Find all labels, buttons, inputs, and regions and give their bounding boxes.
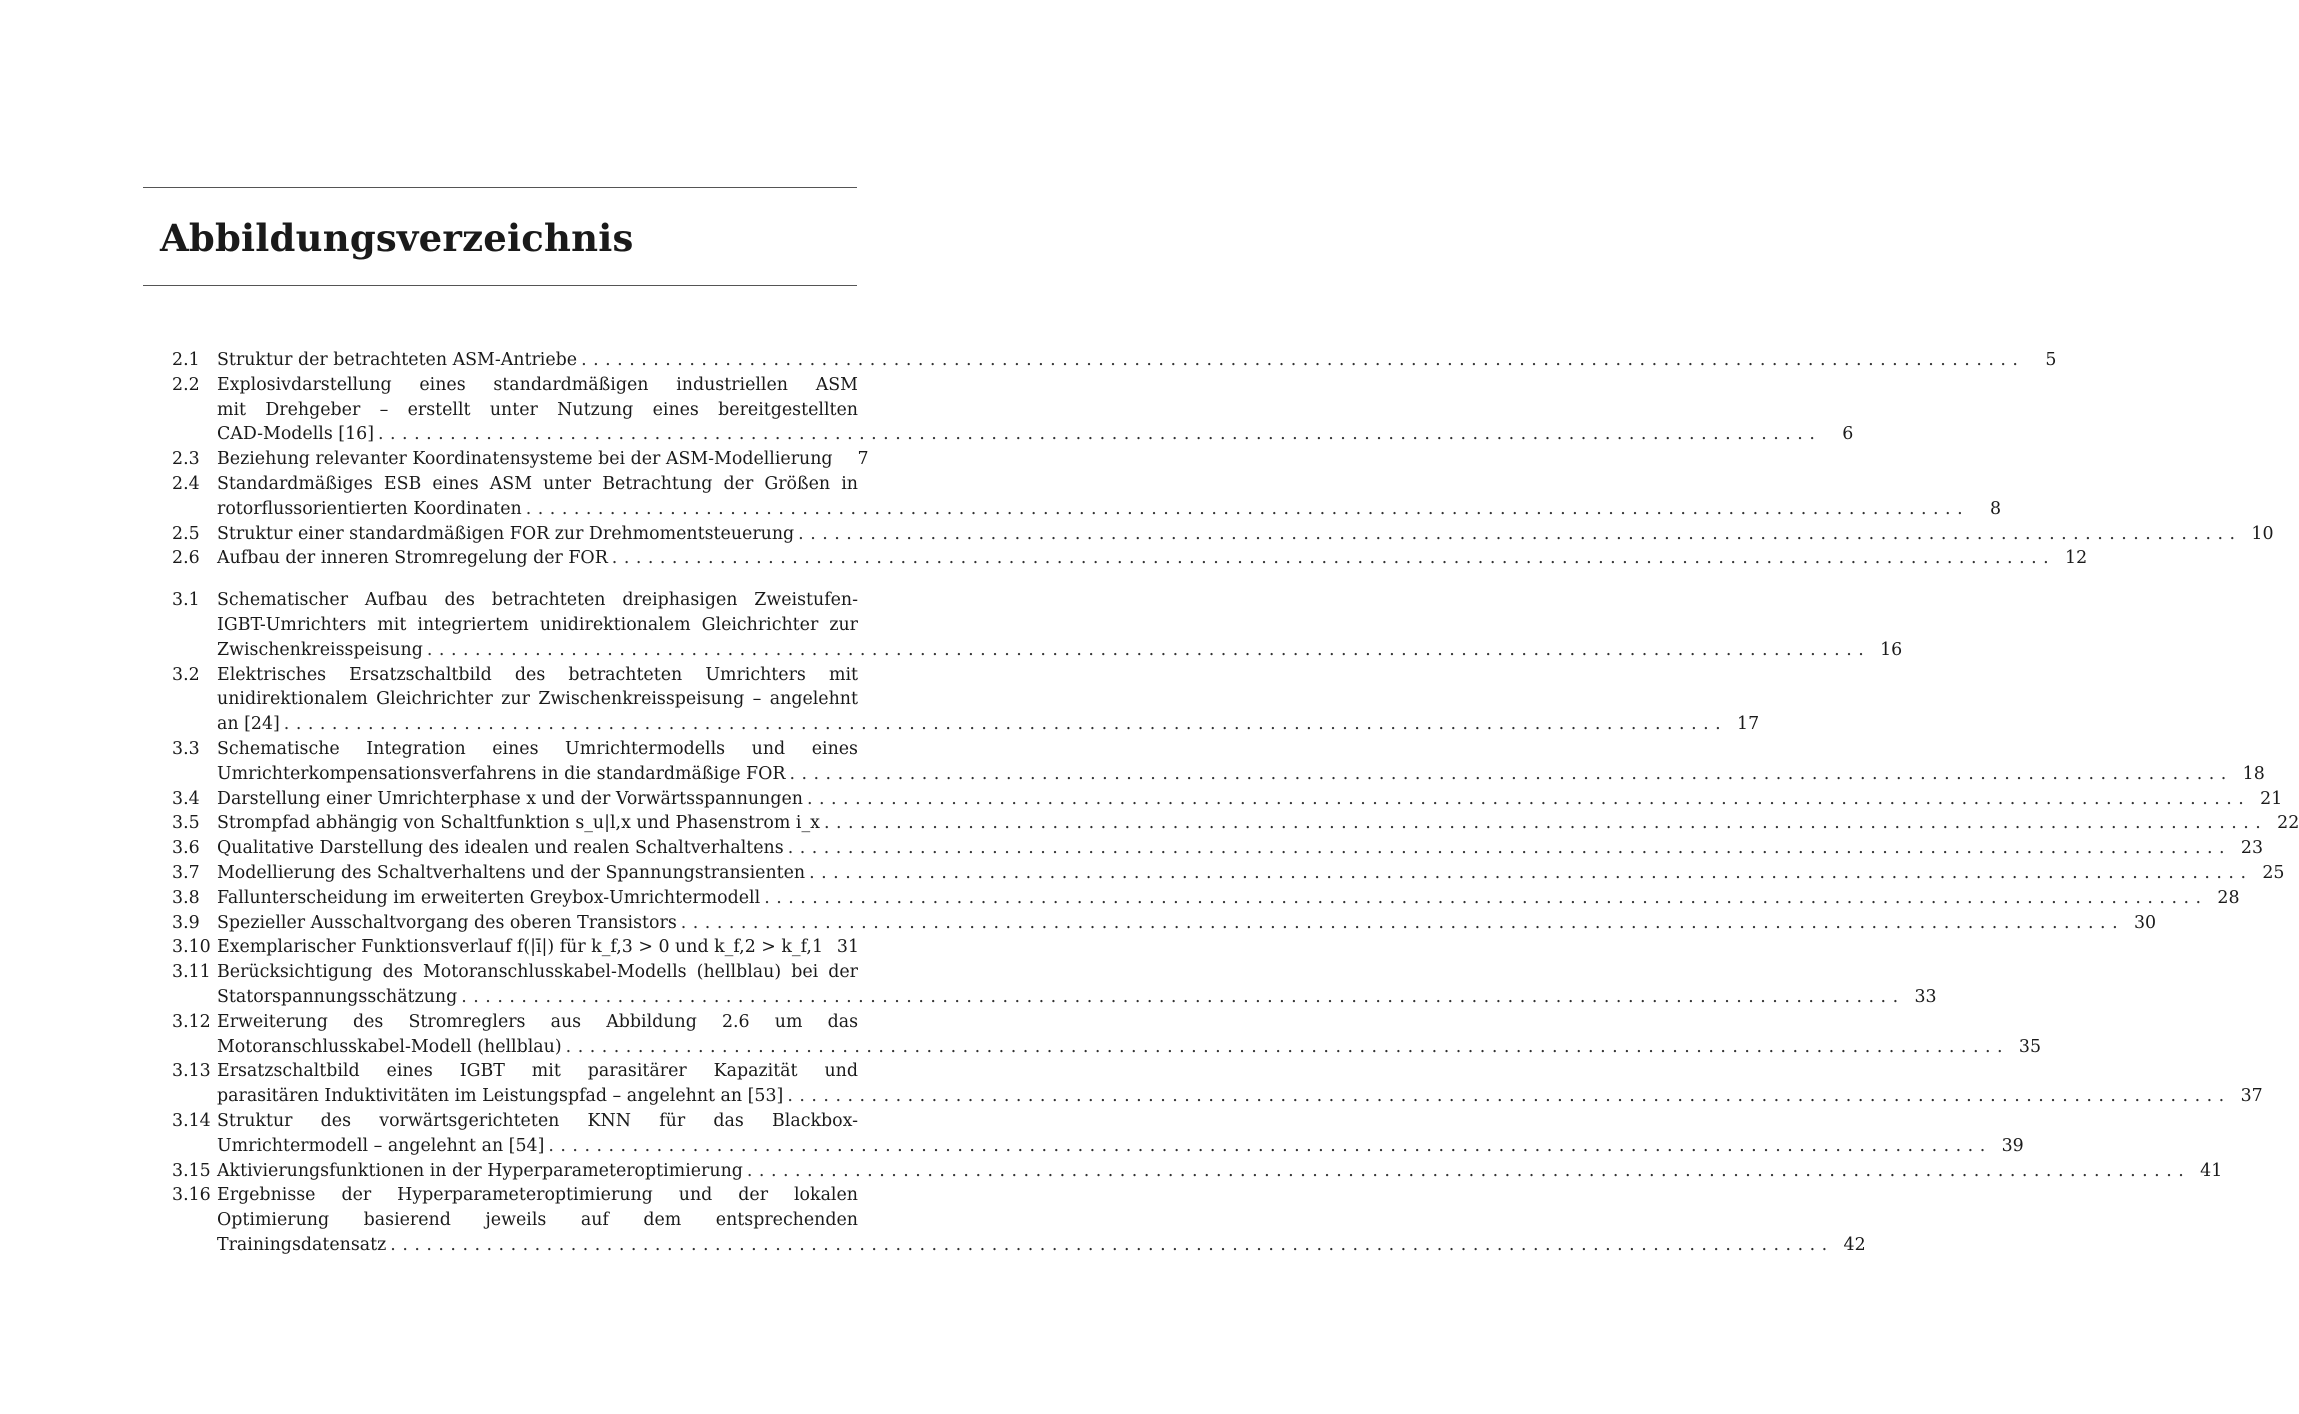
page-number: 8 xyxy=(1990,498,2002,519)
caption-text: Fallunterscheidung im erweiterten Greybox-Umrichtermodell xyxy=(217,887,761,908)
figure-number: 3.7 xyxy=(172,862,200,883)
figure-number: 3.14 xyxy=(172,1110,211,1131)
caption-text: an [24] xyxy=(217,714,280,735)
figure-number: 3.8 xyxy=(172,887,200,908)
page-number: 7 xyxy=(857,449,869,470)
caption-line: Ergebnisse der Hyperparameteroptimierung und der lokalen xyxy=(217,1185,858,1206)
figure-entry[interactable] xyxy=(172,1010,2042,1060)
dot-leader: ........................................................................................................................ xyxy=(798,523,2242,544)
caption-text: Spezieller Ausschaltvorgang des oberen Transistors xyxy=(217,912,677,933)
figure-caption xyxy=(217,886,2240,911)
figure-number: 3.9 xyxy=(172,912,200,933)
dot-leader: ........................................................................................................................ xyxy=(525,498,1970,519)
caption-line: Struktur des vorwärtsgerichteten KNN für das Blackbox- xyxy=(217,1110,858,1131)
caption-last-line xyxy=(217,1035,2042,1060)
caption-text: Umrichterkompensationsverfahrens in die standardmäßige FOR xyxy=(217,763,786,784)
page-number: 28 xyxy=(2217,887,2240,908)
caption-line: Ersatzschaltbild eines IGBT mit parasitärer Kapazität und xyxy=(217,1061,858,1082)
figure-entry[interactable] xyxy=(172,811,2299,836)
figure-entry[interactable] xyxy=(172,1159,2223,1184)
figure-group xyxy=(172,348,2274,571)
figure-entry[interactable] xyxy=(172,1059,2263,1109)
figure-caption xyxy=(217,663,1760,737)
page-number: 23 xyxy=(2240,838,2264,859)
caption-line: IGBT-Umrichters mit integriertem unidirektionalem Gleichrichter zur xyxy=(217,614,858,635)
dot-leader: ........................................................................................................................ xyxy=(581,350,2025,370)
page-number: 30 xyxy=(2133,912,2157,933)
caption-text: Struktur der betrachteten ASM-Antriebe xyxy=(217,350,578,370)
figure-caption xyxy=(217,1159,2223,1184)
caption-line: Schematischer Aufbau des betrachteten dreiphasigen Zweistufen- xyxy=(217,590,858,611)
figure-number: 3.12 xyxy=(172,1011,211,1032)
dot-leader: ........................................................................................................................ xyxy=(746,1160,2191,1181)
caption-text: Struktur einer standardmäßigen FOR zur Drehmomentsteuerung xyxy=(217,523,795,544)
caption-last-line xyxy=(217,712,1760,737)
figure-entry[interactable] xyxy=(172,935,858,960)
figure-entry[interactable] xyxy=(172,1109,2024,1159)
caption-text: Motoranschlusskabel-Modell (hellblau) xyxy=(217,1036,562,1057)
figure-caption xyxy=(217,1010,2042,1060)
caption-text: Beziehung relevanter Koordinatensysteme bei der ASM-Modellierung xyxy=(217,449,833,470)
figure-caption xyxy=(217,911,2157,936)
figure-caption xyxy=(217,787,2283,812)
figure-number: 3.6 xyxy=(172,838,200,859)
figure-number: 3.16 xyxy=(172,1185,211,1206)
caption-last-line xyxy=(217,985,1937,1010)
caption-line: Standardmäßiges ESB eines ASM unter Betrachtung der Größen in xyxy=(217,473,858,494)
caption-line: Elektrisches Ersatzschaltbild des betrachteten Umrichters mit xyxy=(217,664,858,685)
caption-last-line xyxy=(217,1084,2263,1109)
page-title: Abbildungsverzeichnis xyxy=(160,216,634,260)
page-number: 31 xyxy=(836,937,860,958)
figure-number: 3.13 xyxy=(172,1061,211,1082)
caption-line: Berücksichtigung des Motoranschlusskabel-Modells (hellblau) bei der xyxy=(217,962,858,983)
page-number: 25 xyxy=(2262,862,2285,883)
dot-leader: ........................................................................................................................ xyxy=(377,424,1822,445)
dot-leader: ........................................................................................................................ xyxy=(680,912,2125,933)
caption-line: mit Drehgeber – erstellt unter Nutzung eines bereitgestellten xyxy=(217,399,858,420)
caption-line: Erweiterung des Stromreglers aus Abbildung 2.6 um das xyxy=(217,1011,858,1032)
figure-entry[interactable] xyxy=(172,1183,1866,1257)
page-number: 10 xyxy=(2251,523,2274,544)
figure-number: 3.1 xyxy=(172,590,200,611)
caption-last-line xyxy=(217,546,2088,571)
figure-caption xyxy=(217,1183,1866,1257)
caption-text: CAD-Modells [16] xyxy=(217,424,374,445)
caption-last-line xyxy=(217,787,2283,812)
caption-line: Optimierung basierend jeweils auf dem entsprechenden xyxy=(217,1210,858,1231)
figure-number: 2.5 xyxy=(172,523,200,544)
group-gap xyxy=(172,571,858,588)
figure-entry[interactable] xyxy=(172,886,2240,911)
dot-leader: ........................................................................................................................ xyxy=(787,838,2232,859)
page-number: 5 xyxy=(2045,350,2057,370)
figure-entry[interactable] xyxy=(172,348,2057,373)
caption-last-line xyxy=(217,497,2002,522)
figure-entry[interactable] xyxy=(172,522,2274,547)
caption-last-line xyxy=(217,447,869,472)
figure-number: 3.5 xyxy=(172,813,200,834)
dot-leader: ........................................................................................................................ xyxy=(390,1234,1834,1255)
caption-line: Schematische Integration eines Umrichtermodells und eines xyxy=(217,738,858,759)
caption-last-line xyxy=(217,911,2157,936)
caption-text: Trainingsdatensatz xyxy=(217,1234,387,1255)
caption-last-line xyxy=(217,522,2274,547)
figure-entry[interactable] xyxy=(172,861,2285,886)
figure-caption xyxy=(217,811,2299,836)
figure-caption xyxy=(217,546,2088,571)
caption-text: Statorspannungsschätzung xyxy=(217,986,458,1007)
figure-entry[interactable] xyxy=(172,787,2283,812)
page-number: 37 xyxy=(2240,1086,2263,1107)
caption-last-line xyxy=(217,348,2057,373)
figure-number: 2.3 xyxy=(172,449,200,470)
dot-leader: ........................................................................................................................ xyxy=(283,714,1728,735)
dot-leader: ........................................................................................................................ xyxy=(789,763,2233,784)
figure-number: 3.2 xyxy=(172,664,200,685)
figure-entry[interactable] xyxy=(172,911,2157,936)
figure-entry[interactable] xyxy=(172,588,1903,662)
page-number: 12 xyxy=(2065,548,2088,569)
caption-text: Aktivierungsfunktionen in der Hyperparameteroptimierung xyxy=(217,1160,743,1181)
figure-caption xyxy=(217,960,1937,1010)
figure-caption xyxy=(217,373,1854,447)
caption-last-line xyxy=(217,1233,1866,1258)
caption-text: Strompfad abhängig von Schaltfunktion s_u|l,x und Phasenstrom i_x xyxy=(217,813,820,834)
caption-last-line xyxy=(217,935,858,960)
page-number: 39 xyxy=(2001,1135,2024,1156)
dot-leader: ........................................................................................................................ xyxy=(764,887,2208,908)
dot-leader: ........................................................................................................................ xyxy=(787,1086,2231,1107)
page-number: 17 xyxy=(1737,714,1760,735)
caption-last-line xyxy=(217,638,1903,663)
figure-caption xyxy=(217,1059,2263,1109)
figure-caption xyxy=(217,348,2057,373)
caption-last-line xyxy=(217,422,1854,447)
dot-leader: ........................................................................................................................ xyxy=(461,986,1905,1007)
dot-leader: ........................................................................................................................ xyxy=(548,1135,1992,1156)
figure-group xyxy=(172,588,2299,1258)
page-number: 33 xyxy=(1914,986,1937,1007)
caption-line: Explosivdarstellung eines standardmäßigen industriellen ASM xyxy=(217,374,858,395)
caption-last-line xyxy=(217,886,2240,911)
figure-caption xyxy=(217,588,1903,662)
page-number: 18 xyxy=(2242,763,2265,784)
dot-leader: ........................................................................................................................ xyxy=(565,1036,2010,1057)
figure-caption xyxy=(217,737,2265,787)
figure-entry[interactable] xyxy=(172,546,2088,571)
caption-text: Darstellung einer Umrichterphase x und der Vorwärtsspannungen xyxy=(217,788,803,809)
dot-leader: ........................................................................................................................ xyxy=(823,813,2268,834)
figure-entry[interactable] xyxy=(172,447,869,472)
caption-last-line xyxy=(217,861,2285,886)
figure-number: 3.15 xyxy=(172,1160,211,1181)
figure-number: 2.2 xyxy=(172,374,200,395)
caption-text: Modellierung des Schaltverhaltens und der Spannungstransienten xyxy=(217,862,806,883)
dot-leader: ........................................................................................................................ xyxy=(426,639,1871,660)
figure-caption xyxy=(217,447,869,472)
caption-last-line xyxy=(217,836,2264,861)
caption-line: unidirektionalem Gleichrichter zur Zwischenkreisspeisung – angelehnt xyxy=(217,689,858,710)
page-number: 41 xyxy=(2200,1160,2223,1181)
caption-last-line xyxy=(217,762,2265,787)
caption-text: Zwischenkreisspeisung xyxy=(217,639,423,660)
caption-last-line xyxy=(217,1134,2024,1159)
figure-caption xyxy=(217,1109,2024,1159)
bottom-rule xyxy=(143,285,857,286)
figure-number: 3.10 xyxy=(172,937,211,958)
figure-number: 2.6 xyxy=(172,548,200,569)
caption-text: rotorflussorientierten Koordinaten xyxy=(217,498,522,519)
dot-leader: ........................................................................................................................ xyxy=(809,862,2253,883)
page-number: 6 xyxy=(1842,424,1854,445)
figure-number: 3.4 xyxy=(172,788,200,809)
figure-number: 2.1 xyxy=(172,350,200,370)
page-number: 16 xyxy=(1880,639,1903,660)
dot-leader: ........................................................................................................................ xyxy=(806,788,2251,809)
page-number: 22 xyxy=(2277,813,2299,834)
figure-number: 3.11 xyxy=(172,962,211,983)
dot-leader: ........................................................................................................................ xyxy=(611,548,2056,569)
figure-caption xyxy=(217,836,2264,861)
page-number: 21 xyxy=(2260,788,2283,809)
figure-number: 3.3 xyxy=(172,738,200,759)
figure-caption xyxy=(217,472,2002,522)
figure-entry[interactable] xyxy=(172,960,1937,1010)
figure-caption xyxy=(217,861,2285,886)
figure-caption xyxy=(217,935,858,960)
figure-entry[interactable] xyxy=(172,737,2265,787)
caption-last-line xyxy=(217,811,2299,836)
caption-text: Qualitative Darstellung des idealen und realen Schaltverhaltens xyxy=(217,838,784,859)
caption-text: parasitären Induktivitäten im Leistungspfad – angelehnt an [53] xyxy=(217,1086,784,1107)
figure-entry[interactable] xyxy=(172,373,1854,447)
caption-text: Umrichtermodell – angelehnt an [54] xyxy=(217,1135,545,1156)
figure-number: 2.4 xyxy=(172,473,200,494)
page-number: 35 xyxy=(2018,1036,2042,1057)
caption-text: Exemplarischer Funktionsverlauf f(|ī|) für k_f,3 > 0 und k_f,2 > k_f,1 xyxy=(217,937,824,958)
figure-entry[interactable] xyxy=(172,472,2002,522)
caption-text: Aufbau der inneren Stromregelung der FOR xyxy=(217,548,608,569)
top-rule xyxy=(143,187,857,188)
list-of-figures xyxy=(172,348,2299,1258)
figure-entry[interactable] xyxy=(172,663,1760,737)
figure-entry[interactable] xyxy=(172,836,2264,861)
caption-last-line xyxy=(217,1159,2223,1184)
figure-caption xyxy=(217,522,2274,547)
page-number: 42 xyxy=(1843,1234,1866,1255)
